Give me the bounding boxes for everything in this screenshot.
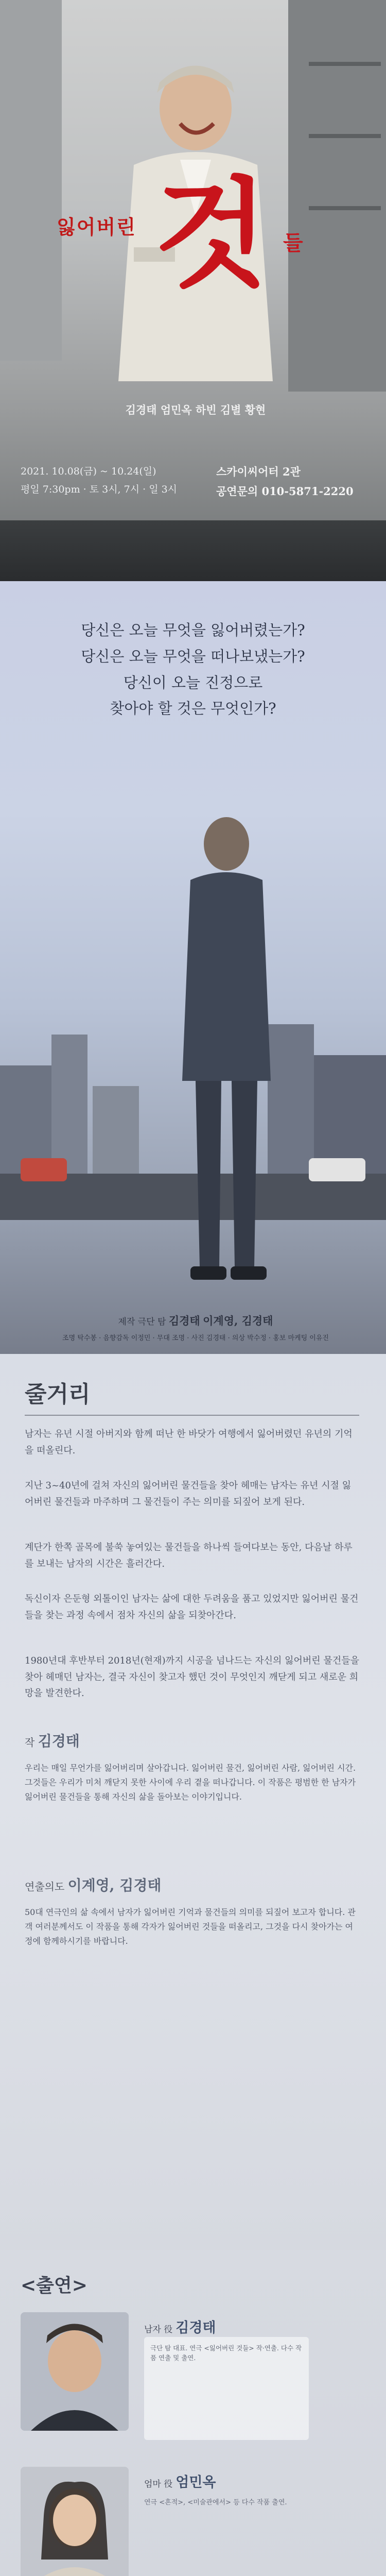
hero-credits [31, 402, 360, 417]
title-suffix: 들 [283, 231, 303, 255]
intent-text: 우리는 매일 무언가를 잃어버리며 살아갑니다. 잃어버린 물건, 잃어버린 사람, 잃어버린 시간. 그것들은 우리가 미처 깨닫지 못한 사이에 우리 곁을 떠나갑니다. 이 작품은 평범한 한 남자가 잃어버린 물건들을 통해 자신의 삶을 돌아보는 이야기입니다. [25, 1763, 356, 1802]
question-line: 찾아야 할 것은 무엇인가? [110, 700, 276, 718]
director-label: 연출의도 [25, 1880, 65, 1893]
cast-member [21, 2467, 371, 2576]
hero-venue: 스카이씨어터 2관 [216, 465, 301, 478]
intro-section [0, 581, 386, 1354]
synopsis-heading-text: 줄거리 [25, 1381, 91, 1408]
cast-role-text: 엄마 役 [144, 2479, 173, 2489]
synopsis-paragraph: 계단가 한쪽 골목에 불쑥 놓여있는 물건들을 하나씩 들여다보는 동안, 다음날 하루를 보내는 남자의 시간은 흘러간다. [25, 1542, 353, 1569]
cast-heading: <출연> [21, 2275, 87, 2296]
cast-bio: 연극 <흔적>, <미술관에서> 등 다수 작품 출연. [144, 2499, 287, 2506]
hero-schedule [21, 464, 190, 500]
question-line: 당신은 오늘 무엇을 떠나보냈는가? [81, 647, 305, 665]
intro-credits [21, 1313, 371, 1342]
synopsis-paragraph: 1980년대 후반부터 2018년(현재)까지 시공을 넘나드는 자신의 잃어버린 물건들을 찾아 헤매던 남자는, 결국 자신이 찾고자 했던 것이 무엇인지 깨닫게 되고 새로운 희망을 발견한다. [25, 1655, 359, 1699]
cast-name: 김경태 [176, 2320, 216, 2336]
hero-bottom-strip [0, 520, 386, 581]
cast-name: 엄민옥 [176, 2475, 216, 2490]
synopsis-paragraph: 남자는 유년 시절 아버지와 함께 떠난 한 바닷가 여행에서 잃어버렸던 유년의 기억을 떠올린다. [25, 1429, 353, 1456]
intro-credits-staff: 조명 탁수봉 · 음향감독 이정민 · 무대 조명 · 사진 김경태 · 의상 박수정 · 홍보 마케팅 이유진 [62, 1334, 329, 1342]
director-heading [25, 1874, 161, 1895]
heading-underline [25, 1415, 359, 1416]
intro-questions [31, 617, 355, 722]
intent-heading [25, 1730, 80, 1751]
intro-credits-prefix: 제작 극단 탐 [118, 1317, 166, 1327]
cast-bio: 극단 탐 대표. 연극 <잃어버린 것들> 작·연출. 다수 작품 연출 및 출연. [144, 2337, 309, 2440]
title-prefix: 잃어버린 [57, 215, 136, 239]
actor-back-view [170, 813, 283, 1297]
hero-inquiry: 공연문의 010-5871-2220 [216, 485, 354, 498]
cast-role [144, 2471, 216, 2491]
synopsis-heading [25, 1376, 359, 1416]
synopsis-paragraph: 지난 3~40년에 걸쳐 자신의 잃어버린 물건들을 찾아 헤매는 남자는 유년 시절 잃어버린 물건들과 마주하며 그 물건들이 주는 의미를 되짚어 보게 된다. [25, 1480, 352, 1507]
synopsis-section [0, 1354, 386, 2250]
intent-label: 작 [25, 1736, 35, 1749]
hero-times: 평일 7:30pm · 토 3시, 7시 · 일 3시 [21, 484, 178, 495]
question-line: 당신이 오늘 진정으로 [123, 673, 263, 691]
intro-credits-name-2: 이계영, 김경태 [203, 1314, 273, 1327]
director-text: 50대 연극인의 삶 속에서 남자가 잃어버린 기억과 물건들의 의미를 되짚어 보고자 합니다. 관객 여러분께서도 이 작품을 통해 각자가 잃어버린 것들을 떠올리고, 그것을 다시 찾아가는 여정에 함께하시기를 바랍니다. [25, 1907, 356, 1946]
hero-venue-block [216, 464, 371, 503]
director-name: 이계영, 김경태 [67, 1877, 162, 1894]
building-ledge [309, 62, 381, 66]
question-line: 당신은 오늘 무엇을 잃어버렸는가? [81, 621, 305, 639]
hero-section [0, 0, 386, 581]
cast-photo [21, 2312, 129, 2431]
hero-info [0, 464, 386, 520]
intent-name: 김경태 [38, 1733, 80, 1750]
cast-member [21, 2312, 371, 2462]
hero-credits-names: 김경태 엄민옥 하빈 김별 황현 [125, 403, 266, 416]
background-building-left [0, 0, 62, 361]
building-ledge [309, 134, 381, 138]
poster-title [57, 165, 324, 330]
cast-photo [21, 2467, 129, 2576]
synopsis-paragraph: 독신이자 은둔형 외톨이인 남자는 삶에 대한 두려움을 품고 있었지만 잃어버린 물건들을 찾는 과정 속에서 점차 자신의 삶을 되찾아간다. [25, 1594, 359, 1621]
title-main: 것 [154, 165, 269, 304]
cast-role-text: 남자 役 [144, 2325, 173, 2335]
intro-credits-name-1: 김경태 [168, 1314, 200, 1327]
cast-role [144, 2316, 216, 2336]
hero-date: 2021. 10.08(금) ~ 10.24(일) [21, 466, 156, 477]
cast-section [0, 2250, 386, 2576]
